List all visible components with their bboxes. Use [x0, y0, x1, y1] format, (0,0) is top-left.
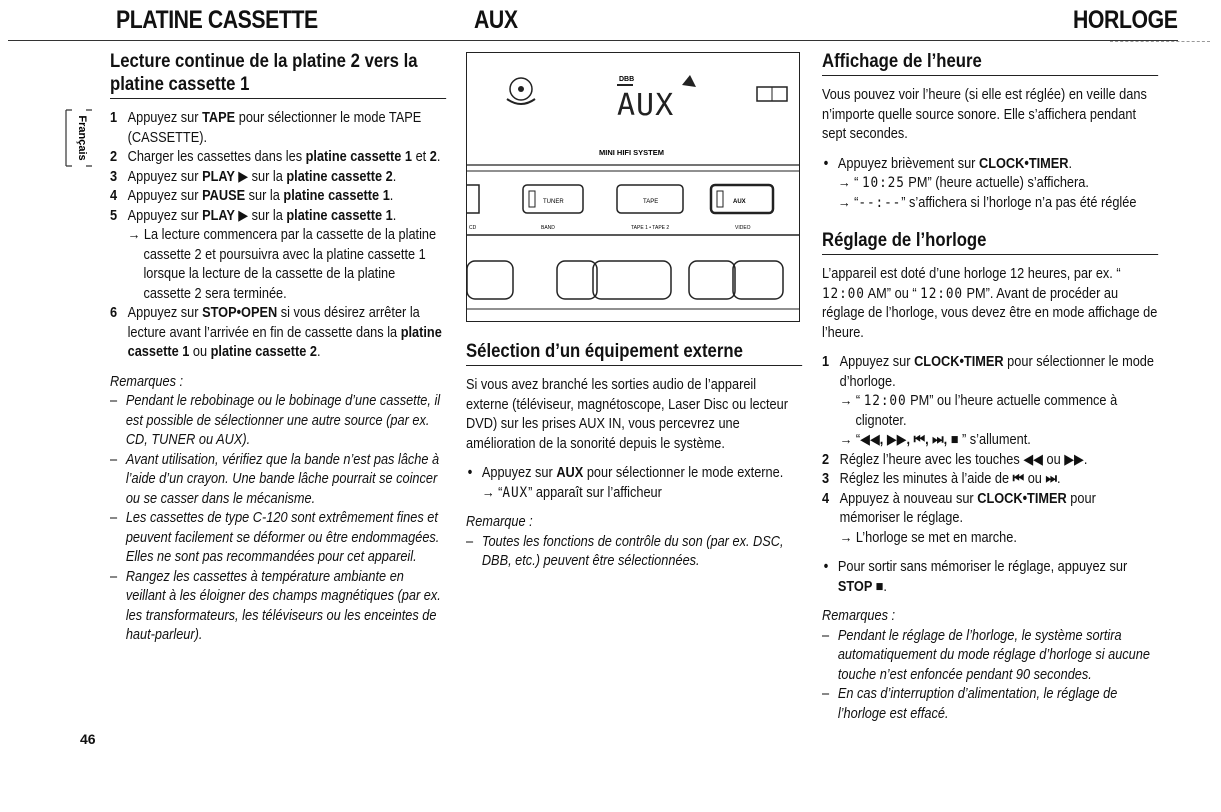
header-left: PLATINE CASSETTE	[116, 6, 318, 34]
step-item: 2 Charger les cassettes dans les platine cassette 1 et 2.	[110, 148, 446, 168]
step-number: 2	[110, 149, 118, 165]
set-clock-intro: L’appareil est doté d’une horloge 12 heures, par ex. “ 12:00 AM” ou “ 12:00 PM”. Avant de procéder au réglage de l’horloge, vous devez être en mode affichage de l’heure.	[822, 266, 1158, 341]
step-item: 4 Appuyez sur PAUSE sur la platine cassette 1.	[110, 187, 446, 207]
brand-label: MINI HIFI SYSTEM	[599, 148, 665, 157]
tape-button-label: TAPE	[643, 199, 659, 205]
column-aux	[466, 340, 802, 572]
speaker-icon	[682, 75, 696, 87]
lcd-display: AUX	[617, 88, 675, 123]
section-title-set-clock: Réglage de l’horloge	[822, 229, 1158, 255]
column-clock	[822, 50, 1158, 724]
step-number: 2	[822, 451, 830, 468]
device-panel-drawing	[467, 53, 799, 321]
set-clock-exit-bullet: • Pour sortir sans mémoriser le réglage, appuyez sur STOP ■.	[822, 558, 1158, 597]
section-title-aux: Sélection d’un équipement externe	[466, 340, 802, 366]
display-time-intro: Vous pouvez voir l’heure (si elle est réglée) en veille dans n’importe quelle source sonore. Elle s’affichera pendant sept secondes.	[822, 87, 1147, 142]
aux-intro: Si vous avez branché les sorties audio de l’appareil externe (téléviseur, magnétoscope, Laser Disc ou lecteur DVD) sur les prises AUX IN, vous percevrez une amélioration de la sonorité depuis le système.	[466, 377, 789, 452]
set-clock-steps	[822, 353, 1158, 548]
aux-remark: – Toutes les fonctions de contrôle du son (par ex. DSC, DBB, etc.) peuvent être sélectionnées.	[466, 533, 784, 569]
cassette-remarks-title: Remarques :	[110, 373, 184, 390]
section-title-display-time: Affichage de l’heure	[822, 50, 1158, 76]
language-tab-label: Français	[76, 115, 88, 161]
header-center: AUX	[474, 6, 518, 34]
device-panel-illustration	[466, 52, 800, 322]
remark-item: – Rangez les cassettes à température ambiante en veillant à les éloigner des champs magnétiques (par ex. les transformateurs, les téléviseurs ou les enceintes de haut-parleur).	[110, 568, 441, 643]
header-rule-dash	[1110, 41, 1210, 42]
aux-remark-text: Toutes les fonctions de contrôle du son (par ex. DSC, DBB, etc.) peuvent être sélectionnées.	[481, 533, 784, 569]
remark-item: – Les cassettes de type C-120 sont extrêmement fines et peuvent facilement se déformer ou être endommagées. Elles ne sont pas recommandées pour cet appareil.	[110, 510, 440, 565]
step-number: 3	[110, 168, 118, 185]
section-title-cassette: Lecture continue de la platine 2 vers la platine cassette 1	[110, 50, 446, 99]
sublabel-video: VIDEO	[735, 225, 751, 231]
tuner-button-label: TUNER	[543, 199, 564, 205]
step-item: 4 Appuyez à nouveau sur CLOCK•TIMER pour mémoriser le réglage. → L’horloge se met en marche.	[822, 490, 1096, 546]
cd-icon	[507, 78, 535, 104]
step-number: 5	[110, 207, 118, 224]
clock-remarks-title: Remarques :	[822, 608, 896, 624]
aux-remark-title: Remarque :	[466, 514, 533, 530]
clock-remarks	[822, 627, 1158, 725]
remark-item: – Avant utilisation, vérifiez que la bande n’est pas lâche à l’aide d’un crayon. Une bande lâche pourrait se coincer ou se casser dans le mécanisme.	[110, 451, 440, 507]
sublabel-tape: TAPE 1 • TAPE 2	[631, 225, 670, 231]
header-rule	[8, 40, 1178, 41]
cassette-remarks	[110, 392, 446, 646]
step-item: 6 Appuyez sur STOP•OPEN si vous désirez arrêter la lecture avant l’arrivée en fin de cassette dans la platine cassette 1 ou platine cassette 2.	[110, 305, 442, 360]
sublabel-band: BAND	[541, 225, 555, 231]
sublabel-cd: CD	[469, 225, 477, 231]
dbb-logo: DBB	[619, 76, 635, 83]
remark-item: – Pendant le réglage de l’horloge, le système sortira automatiquement du mode réglage d’horloge si aucune touche n’est enfoncée pendant 90 secondes.	[822, 627, 1150, 683]
header-right: HORLOGE	[1073, 6, 1178, 34]
step-item: 1 Appuyez sur CLOCK•TIMER pour sélectionner le mode d’horloge. → “ 12:00 PM” ou l’heure actuelle commence à clignoter. → “◀◀, ▶▶, ⏮, ⏭, ■ ” s’allument.	[822, 354, 1154, 448]
step-item: 3 Appuyez sur PLAY ▶ sur la platine cassette 2.	[110, 168, 446, 188]
step-item: 3 Réglez les minutes à l’aide de ⏮ ou ⏭.	[822, 470, 1158, 490]
page-number: 46	[80, 731, 96, 747]
language-tab	[64, 108, 94, 168]
step-number: 3	[822, 471, 830, 487]
step-number: 6	[110, 305, 118, 321]
step-number: 1	[822, 354, 830, 370]
display-time-bullet: • Appuyez brièvement sur CLOCK•TIMER. → “ 10:25 PM” (heure actuelle) s’affichera. → “--:--” s’affichera si l’horloge n’a pas été réglée	[822, 155, 1158, 214]
step-number: 4	[110, 188, 118, 204]
remark-item: – Pendant le rebobinage ou le bobinage d’une cassette, il est possible de sélectionner une autre source (par ex. CD, TUNER ou AUX).	[110, 393, 441, 448]
step-item: 1 Appuyez sur TAPE pour sélectionner le mode TAPE (CASSETTE).	[110, 110, 422, 146]
aux-bullet: • Appuyez sur AUX pour sélectionner le mode externe. → “AUX” apparaît sur l’afficheur	[466, 464, 802, 503]
remark-item: – En cas d’interruption d’alimentation, le réglage de l’horloge est effacé.	[822, 686, 1118, 722]
step-item: 5 Appuyez sur PLAY ▶ sur la platine cassette 1. → La lecture commencera par la cassette de la platine cassette 2 et poursuivra avec la platine cassette 1 lorsque la lecture de la cassette de la platine cassette 2 sera terminée.	[110, 207, 437, 302]
aux-button-label: AUX	[733, 199, 746, 205]
step-number: 1	[110, 110, 118, 126]
step-number: 4	[822, 490, 830, 507]
step-item: 2 Réglez l’heure avec les touches ◀◀ ou ▶▶.	[822, 451, 1158, 471]
column-cassette	[110, 50, 446, 646]
cassette-steps	[110, 109, 446, 363]
